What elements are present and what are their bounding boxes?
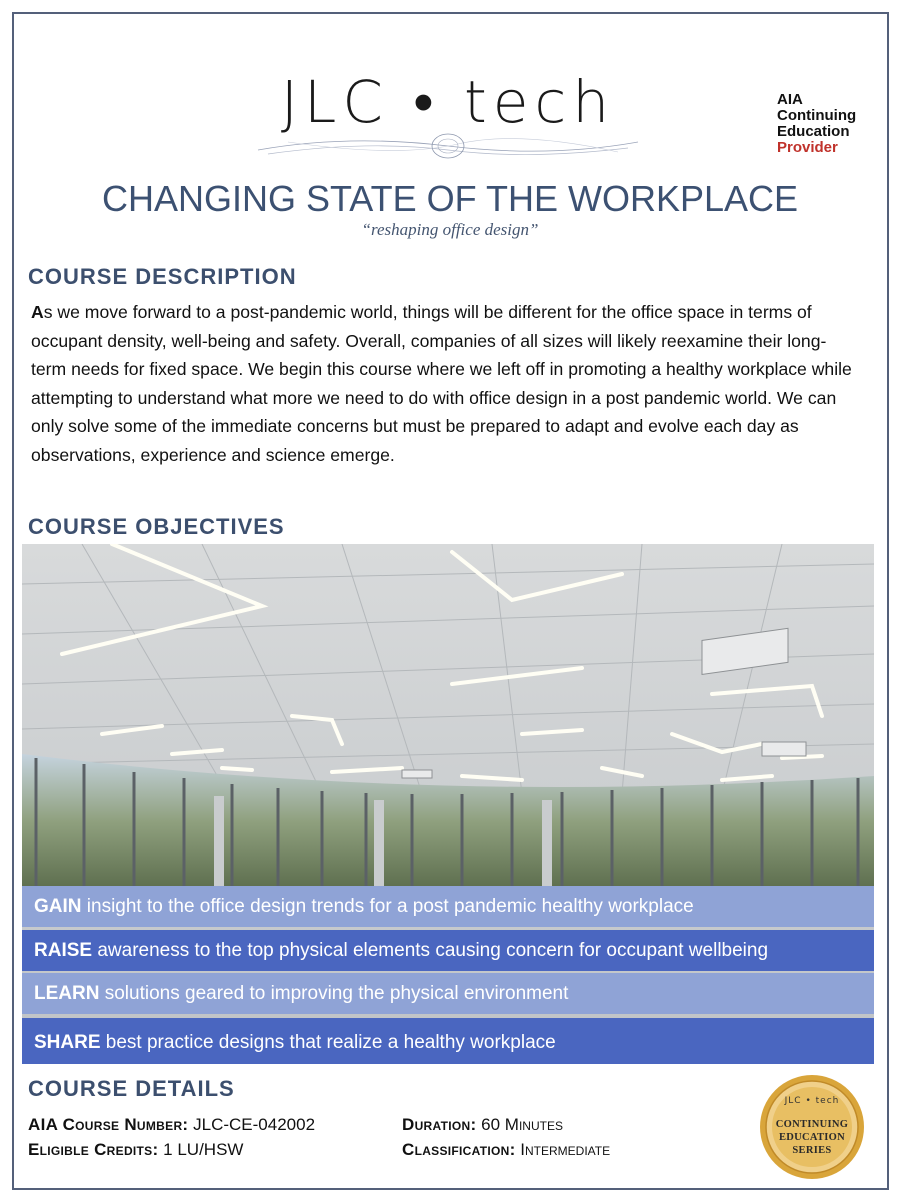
jlc-tech-logo — [248, 68, 648, 162]
seal-line1: CONTINUING — [775, 1119, 849, 1130]
objective-keyword: SHARE — [34, 1032, 101, 1053]
page-subtitle: “reshaping office design” — [361, 220, 539, 239]
seal-brand: JLC • tech — [784, 1096, 840, 1106]
duration-value: 60 Minutes — [481, 1115, 563, 1134]
course-description-text — [31, 298, 861, 469]
logo-wordmark: JLC • tech — [280, 68, 616, 136]
course-number-line — [28, 1115, 315, 1135]
objective-learn — [22, 973, 874, 1014]
objective-gain — [22, 886, 874, 927]
objective-text: best practice designs that realize a healthy workplace — [100, 1032, 556, 1053]
office-ceiling-photo — [22, 544, 874, 1064]
objective-raise — [22, 930, 874, 971]
course-details-heading: COURSE DETAILS — [28, 1076, 235, 1101]
duration-label: Duration: — [402, 1115, 477, 1134]
objective-text: solutions geared to improving the physical environment — [99, 983, 569, 1004]
course-description-heading: COURSE DESCRIPTION — [28, 264, 297, 289]
page-title: CHANGING STATE OF THE WORKPLACE — [101, 178, 799, 219]
logo-swirl-graphic — [248, 128, 648, 164]
objective-share — [22, 1018, 874, 1064]
classification-value: Intermediate — [520, 1140, 611, 1159]
description-dropcap: A — [31, 302, 44, 322]
aia-badge-line3: Education — [777, 123, 850, 140]
objective-keyword: LEARN — [34, 983, 100, 1004]
seal-line3: SERIES — [792, 1145, 832, 1156]
classification-line — [402, 1140, 610, 1160]
aia-provider-badge — [777, 92, 877, 156]
credits-value: 1 LU/HSW — [163, 1140, 244, 1159]
aia-badge-line1: AIA — [777, 91, 803, 108]
objective-keyword: RAISE — [34, 940, 93, 961]
objective-keyword: GAIN — [34, 896, 82, 917]
aia-badge-line2: Continuing — [777, 107, 857, 124]
objective-text: insight to the office design trends for a post pandemic healthy workplace — [81, 896, 694, 917]
duration-line — [402, 1115, 563, 1135]
course-objectives-heading: COURSE OBJECTIVES — [28, 514, 285, 539]
credits-line — [28, 1140, 243, 1160]
continuing-education-seal — [757, 1072, 867, 1182]
seal-line2: EDUCATION — [778, 1132, 846, 1143]
course-number-label: AIA Course Number: — [28, 1115, 189, 1134]
seal-text — [757, 1118, 867, 1157]
description-body: s we move forward to a post-pandemic world, things will be different for the office space in terms of occupant density, well-being and safety. Overall, companies of all sizes will likely reexamine their long-term needs for fixed space. We begin this course where we left off in promoting a healthy workplace while attempting to understand what more we need to do with office design in a post pandemic world. We can only solve some of the immediate concerns but must be prepared to adapt and evolve each day as observations, experience and science emerge. — [31, 302, 852, 465]
credits-label: Eligible Credits: — [28, 1140, 159, 1159]
classification-label: Classification: — [402, 1140, 516, 1159]
objective-text: awareness to the top physical elements causing concern for occupant wellbeing — [92, 940, 769, 961]
course-number-value: JLC-CE-042002 — [193, 1115, 316, 1134]
aia-badge-line4: Provider — [777, 139, 838, 156]
